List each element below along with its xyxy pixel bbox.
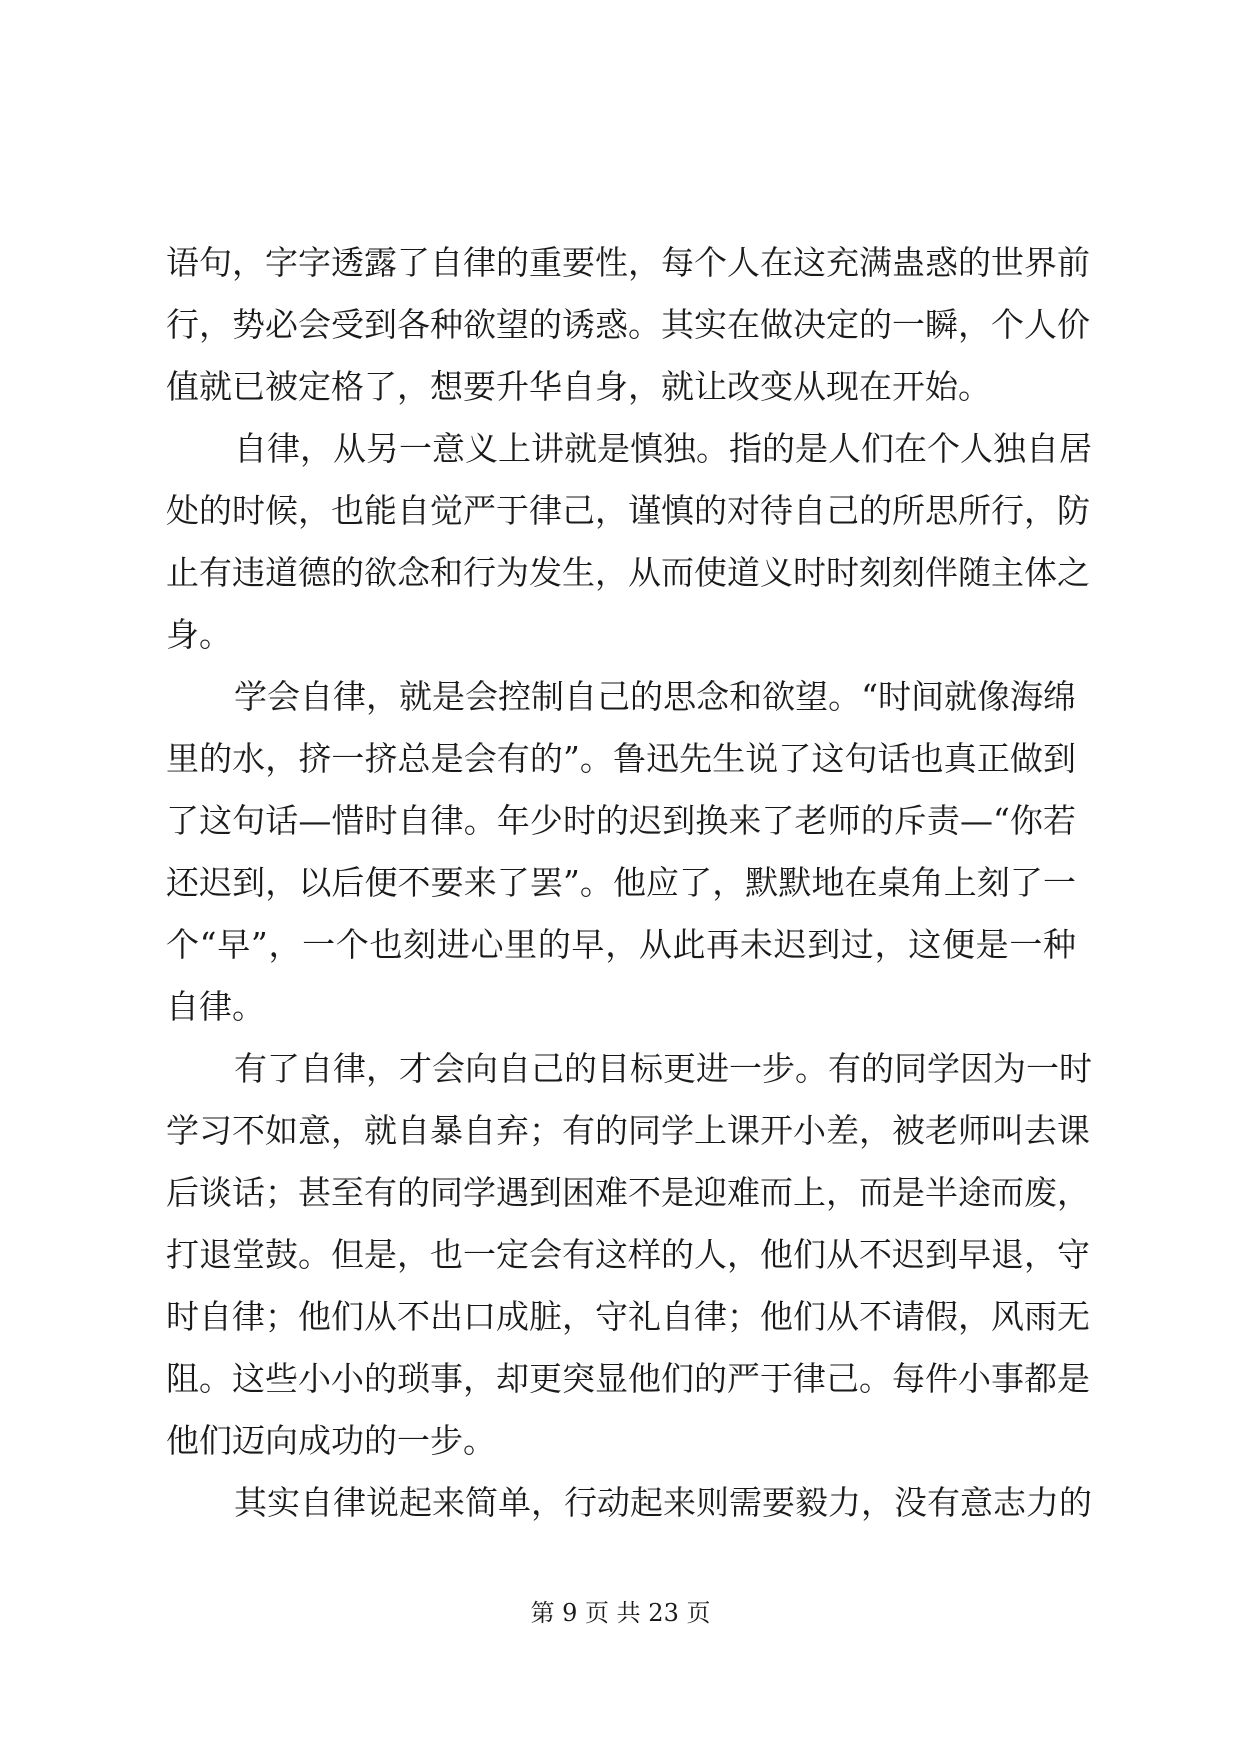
text-line: 值就已被定格了，想要升华自身，就让改变从现在开始。 <box>166 367 991 406</box>
text-line: 有了自律，才会向自己的目标更进一步。有的同学因为一时 <box>234 1049 1092 1088</box>
text-line: 止有违道德的欲念和行为发生，从而使道义时时刻刻伴随主体之 <box>166 553 1090 592</box>
text-line: 个“早”，一个也刻进心里的早，从此再未迟到过，这便是一种 <box>166 925 1076 964</box>
text-line: 了这句话—惜时自律。年少时的迟到换来了老师的斥责—“你若 <box>166 801 1076 840</box>
text-line: 阻。这些小小的琐事，却更突显他们的严于律己。每件小事都是 <box>166 1359 1090 1398</box>
text-line: 身。 <box>166 615 232 654</box>
text-line: 打退堂鼓。但是，也一定会有这样的人，他们从不迟到早退，守 <box>166 1235 1090 1274</box>
text-line: 处的时候，也能自觉严于律己，谨慎的对待自己的所思所行，防 <box>166 491 1090 530</box>
text-line: 学习不如意，就自暴自弃；有的同学上课开小差，被老师叫去课 <box>166 1111 1090 1150</box>
text-line: 还迟到，以后便不要来了罢”。他应了，默默地在桌角上刻了一 <box>166 863 1076 902</box>
text-line: 学会自律，就是会控制自己的思念和欲望。“时间就像海绵 <box>234 677 1076 716</box>
paragraph <box>166 418 1092 666</box>
text-line: 语句，字字透露了自律的重要性，每个人在这充满蛊惑的世界前 <box>166 243 1090 282</box>
text-line: 里的水，挤一挤总是会有的”。鲁迅先生说了这句话也真正做到 <box>166 739 1076 778</box>
page-number-footer: 第 9 页 共 23 页 <box>530 1599 711 1627</box>
paragraph <box>166 1038 1092 1472</box>
text-line: 其实自律说起来简单，行动起来则需要毅力，没有意志力的 <box>234 1483 1092 1522</box>
text-line: 他们迈向成功的一步。 <box>166 1421 496 1460</box>
paragraph <box>166 1472 1092 1534</box>
body-text <box>166 232 1092 1534</box>
paragraph <box>166 232 1090 418</box>
text-line: 后谈话；甚至有的同学遇到困难不是迎难而上，而是半途而废， <box>166 1173 1090 1212</box>
text-line: 行，势必会受到各种欲望的诱惑。其实在做决定的一瞬，个人价 <box>166 305 1090 344</box>
text-line: 自律。 <box>166 987 265 1026</box>
paragraph <box>166 666 1076 1038</box>
text-line: 自律，从另一意义上讲就是慎独。指的是人们在个人独自居 <box>234 429 1092 468</box>
text-line: 时自律；他们从不出口成脏，守礼自律；他们从不请假，风雨无 <box>166 1297 1090 1336</box>
